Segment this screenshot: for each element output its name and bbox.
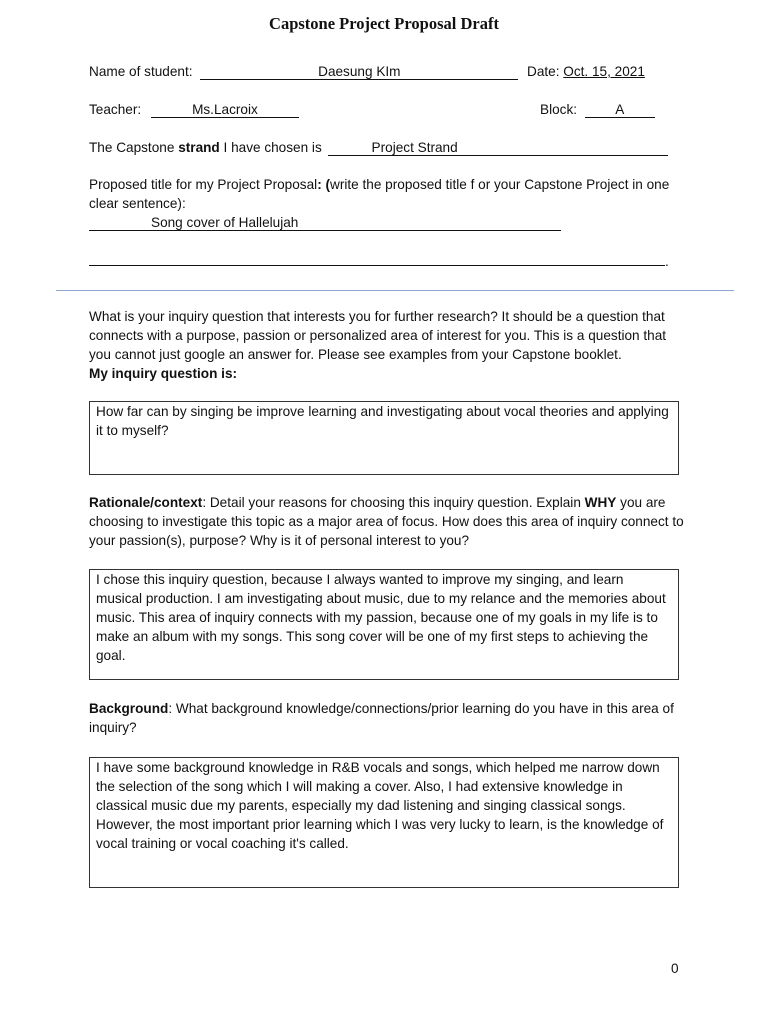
proposed-title-second-line (89, 252, 669, 271)
block-value: A (615, 102, 625, 117)
rationale-text-b: you are choosing to investigate this topic as a major area of focus. How does this area of inquiry connect to your passion(s), purpose? Why is it of personal interest to you? (89, 495, 684, 548)
proposed-title-line[interactable] (89, 213, 561, 232)
background-text: : What background knowledge/connections/prior learning do you have in this area of inquiry? (89, 701, 674, 735)
strand-row (89, 138, 668, 157)
block-field[interactable] (585, 102, 655, 118)
proposed-title-prompt (89, 175, 689, 213)
inquiry-answer-text: How far can by singing be improve learning and investigating about vocal theories and applying it to myself? (96, 404, 669, 438)
proposed-title-blank-line[interactable] (89, 265, 665, 266)
proposed-title-label: Proposed title for my Project Proposal (89, 177, 318, 192)
inquiry-prompt-text: What is your inquiry question that interests you for further research? It should be a question that connects with a purpose, passion or personalized area of interest for you. This is a question that you cannot just google an answer for. Please see examples from your Capstone booklet. (89, 309, 667, 362)
rationale-answer-box[interactable] (89, 569, 679, 680)
strand-prefix: The Capstone (89, 140, 175, 155)
strand-suffix: I have chosen is (223, 140, 322, 155)
teacher-value: Ms.Lacroix (192, 102, 258, 117)
background-answer-text: I have some background knowledge in R&B vocals and songs, which helped me narrow down the selection of the song which I will making a cover. Also, I had extensive knowledge in classical music due my parents, especially my dad listening and singing classical songs. However, the most important prior learning which I was very lucky to learn, is the knowledge of vocal training or vocal coaching it's called. (96, 760, 664, 851)
block-label: Block: (540, 102, 578, 117)
background-answer-box[interactable] (89, 757, 679, 888)
date-value[interactable]: Oct. 15, 2021 (563, 64, 645, 79)
strand-bold: strand (178, 140, 220, 155)
inquiry-answer-box[interactable] (89, 401, 679, 475)
strand-value: Project Strand (371, 140, 458, 155)
student-name-field[interactable] (200, 64, 518, 80)
proposed-title-trailing-period: . (665, 254, 669, 269)
page-number: 0 (671, 961, 679, 976)
date-label: Date: (527, 64, 560, 79)
teacher-label: Teacher: (89, 102, 142, 117)
proposed-title-field[interactable] (89, 215, 561, 231)
proposed-title-value: Song cover of Hallelujah (151, 215, 299, 230)
rationale-answer-text: I chose this inquiry question, because I always wanted to improve my singing, and learn musical production. I am investigating about music, due to my relance and the memories about music. This area of inquiry connects with my passion, because one of my goals in my life is to make an album with my songs. This song cover will be one of my first steps to achieving the goal. (96, 572, 666, 663)
teacher-field[interactable] (151, 102, 299, 118)
block-row (540, 100, 655, 119)
rationale-why: WHY (584, 495, 617, 510)
strand-field[interactable] (328, 140, 668, 156)
inquiry-prompt (89, 307, 689, 383)
proposed-title-instruction: write the proposed title f or your Capstone Project in one clear sentence): (89, 177, 670, 211)
background-label: Background (89, 701, 169, 716)
page-title: Capstone Project Proposal Draft (269, 14, 499, 33)
section-divider (56, 290, 734, 291)
date-row (527, 62, 645, 81)
rationale-prompt (89, 493, 689, 550)
inquiry-label: My inquiry question is: (89, 366, 238, 381)
student-name-label: Name of student: (89, 64, 193, 79)
teacher-row (89, 100, 299, 119)
proposed-title-colon: : ( (317, 177, 331, 192)
background-prompt (89, 699, 689, 737)
student-name-row (89, 62, 518, 81)
rationale-text-a: : Detail your reasons for choosing this inquiry question. Explain (202, 495, 585, 510)
rationale-label: Rationale/context (89, 495, 203, 510)
student-name-value: Daesung KIm (318, 64, 401, 79)
